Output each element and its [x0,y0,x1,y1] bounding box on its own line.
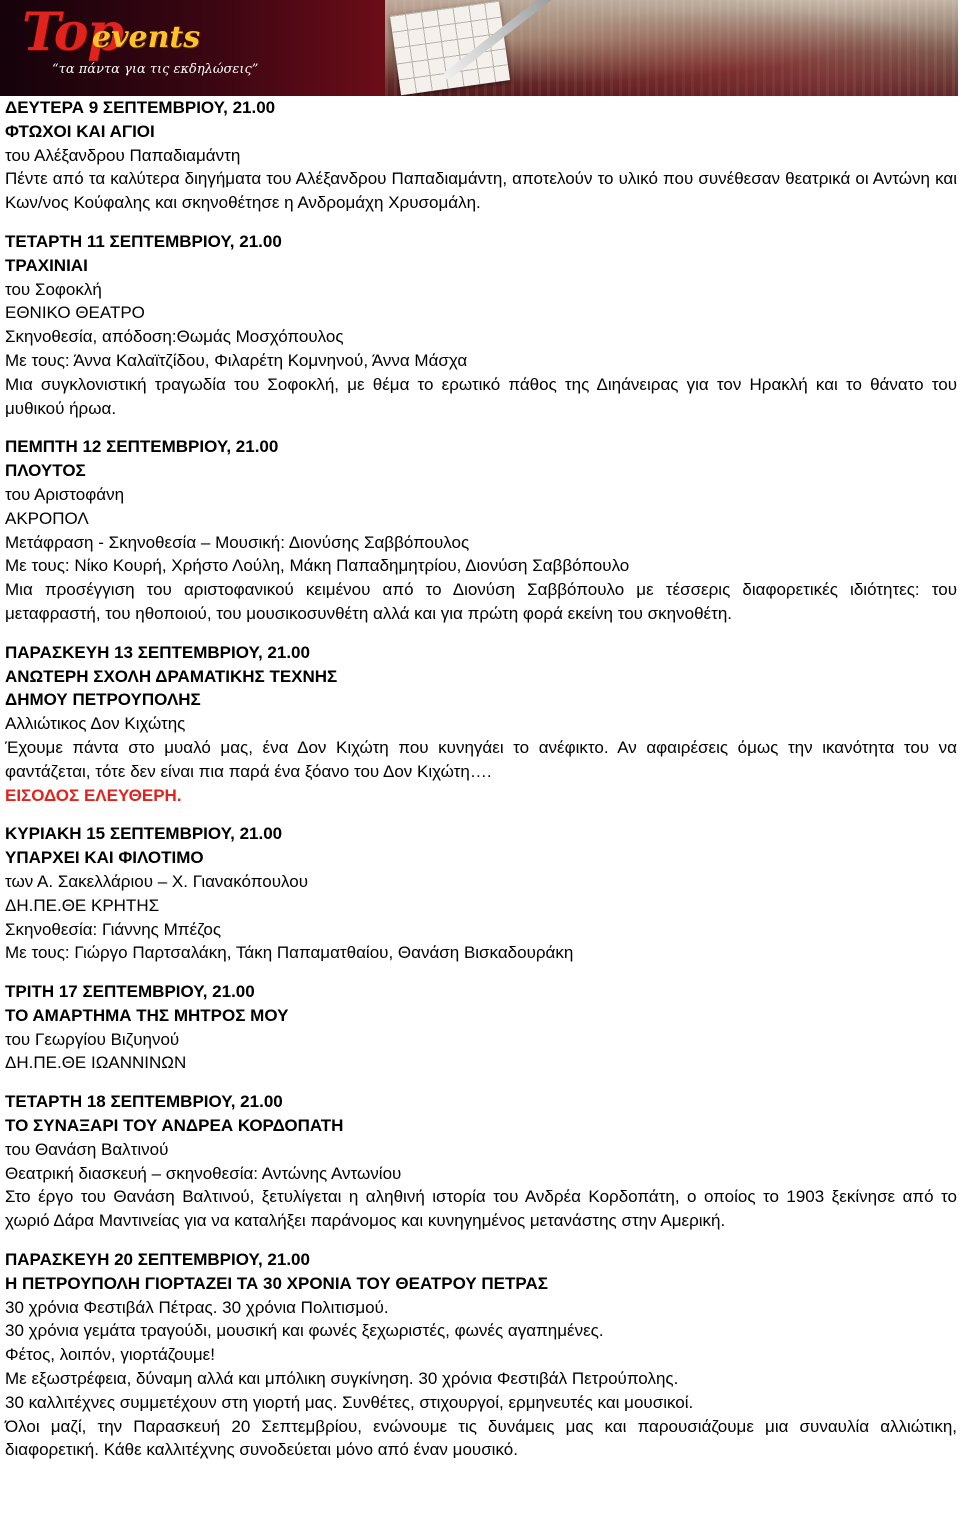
event-date: ΤΕΤΑΡΤΗ 18 ΣΕΠΤΕΜΒΡΙΟΥ, 21.00 [5,1092,283,1112]
event-text-line: Με εξωστρέφεια, δύναμη αλλά και μπόλικη συγκίνηση. 30 χρόνια Φεστιβάλ Πετρούπολης. [5,1369,679,1389]
event-direction: Σκηνοθεσία: Γιάννης Μπέζος [5,919,222,939]
event-date: ΠΑΡΑΣΚΕΥΗ 13 ΣΕΠΤΕΜΒΡΙΟΥ, 21.00 [5,642,310,662]
event-author: του Αλέξανδρου Παπαδιαμάντη [5,145,241,165]
event-description: Στο έργο του Θανάση Βαλτινού, ξετυλίγεται η αληθινή ιστορία του Ανδρέα Κορδοπάτη, ο οποίος το 1903 ξεκίνησε από το χωριό Δάρα Μαντινείας για να καταλήξει παράνομος και κυνηγημένος μετανάστης στην Αμερική. [5,1187,957,1231]
event-description: Μια συγκλονιστική τραγωδία του Σοφοκλή, με θέμα το ερωτικό πάθος της Διηάνειρας για τον Ηρακλή και το θάνατο του μυθικού ήρωα. [5,374,957,418]
event-date: ΤΡΙΤΗ 17 ΣΕΠΤΕΜΒΡΙΟΥ, 21.00 [5,982,255,1002]
event-cast: Με τους: Γιώργο Παρτσαλάκη, Τάκη Παπαματθαίου, Θανάση Βισκαδουράκη [5,943,574,963]
event-date: ΠΑΡΑΣΚΕΥΗ 20 ΣΕΠΤΕΜΒΡΙΟΥ, 21.00 [5,1250,310,1270]
event-text-line: 30 καλλιτέχνες συμμετέχουν στη γιορτή μας. Συνθέτες, στιχουργοί, ερμηνευτές και μουσικοί. [5,1392,694,1412]
event-direction: Μετάφραση - Σκηνοθεσία – Μουσική: Διονύσης Σαββόπουλος [5,532,470,552]
event-cast: Με τους: Νίκο Κουρή, Χρήστο Λούλη, Μάκη Παπαδημητρίου, Διονύση Σαββόπουλο [5,556,630,576]
events-list [5,96,957,1477]
event-title: ΤΟ ΑΜΑΡΤΗΜΑ ΤΗΣ ΜΗΤΡΟΣ ΜΟΥ [5,1005,289,1025]
event-title: ΤΡΑΧΙΝΙΑΙ [5,255,88,275]
event-play-name: Αλλιώτικος Δον Κιχώτης [5,714,186,734]
event-entry [5,435,957,625]
event-entry [5,230,957,420]
event-company: ΕΘΝΙΚΟ ΘΕΑΤΡΟ [5,303,145,323]
event-text-line: Φέτος, λοιπόν, γιορτάζουμε! [5,1345,215,1365]
event-author: του Θανάση Βαλτινού [5,1139,169,1159]
free-entry-note: ΕΙΣΟΔΟΣ ΕΛΕΥΘΕΡΗ. [5,785,182,805]
event-text-line: 30 χρόνια γεμάτα τραγούδι, μουσική και φωνές ξεχωριστές, φωνές αγαπημένες. [5,1321,604,1341]
event-date: ΔΕΥΤΕΡΑ 9 ΣΕΠΤΕΜΒΡΙΟΥ, 21.00 [5,98,276,117]
event-author: του Σοφοκλή [5,279,102,299]
event-entry [5,822,957,965]
event-company: ΔΗ.ΠΕ.ΘΕ ΙΩΑΝΝΙΝΩΝ [5,1053,187,1073]
event-date: ΠΕΜΠΤΗ 12 ΣΕΠΤΕΜΒΡΙΟΥ, 21.00 [5,437,279,457]
event-description: Έχουμε πάντα στο μυαλό μας, ένα Δον Κιχώτη που κυνηγάει το ανέφικτο. Αν αφαιρέσεις όμως την ικανότητα του να φαντάζεται, τότε δεν είναι πια παρά ένα ξόανο του Δον Κιχώτη…. [5,737,957,781]
event-title: ΦΤΩΧΟΙ ΚΑΙ ΑΓΙΟΙ [5,121,155,141]
event-company: ΔΗ.ΠΕ.ΘΕ ΚΡΗΤΗΣ [5,895,160,915]
event-title: Η ΠΕΤΡΟΥΠΟΛΗ ΓΙΟΡΤΑΖΕΙ ΤΑ 30 ΧΡΟΝΙΑ ΤΟΥ ΘΕΑΤΡΟΥ ΠΕΤΡΑΣ [5,1273,548,1293]
event-title-line-2: ΔΗΜΟΥ ΠΕΤΡΟΥΠΟΛΗΣ [5,690,201,710]
event-description: Μια προσέγγιση του αριστοφανικού κειμένου από το Διονύση Σαββόπουλο με τέσσερις διαφορετικές ιδιότητες: του μεταφραστή, του ηθοποιού, του μουσικοσυνθέτη αλλά και για πρώτη φορά εκείνη του σκηνοθέτη. [5,580,957,623]
event-date: ΚΥΡΙΑΚΗ 15 ΣΕΠΤΕΜΒΡΙΟΥ, 21.00 [5,824,283,844]
event-entry [5,980,957,1075]
event-company: ΑΚΡΟΠΟΛ [5,508,89,528]
event-author: του Αριστοφάνη [5,484,125,504]
event-description: Πέντε από τα καλύτερα διηγήματα του Αλέξανδρου Παπαδιαμάντη, αποτελούν το υλικό που συνέθεσαν θεατρικά οι Αντώνη και Κων/νος Κούφαλης και σκηνοθέτησε η Ανδρομάχη Χρυσομάλη. [5,169,957,213]
logo-events-text: events [92,20,201,55]
event-entry [5,1248,957,1462]
event-title: ΥΠΑΡΧΕΙ ΚΑΙ ΦΙΛΟΤΙΜΟ [5,848,204,868]
event-title: ΤΟ ΣΥΝΑΞΑΡΙ ΤΟΥ ΑΝΔΡΕΑ ΚΟΡΔΟΠΑΤΗ [5,1116,344,1136]
event-title: ΠΛΟΥΤΟΣ [5,461,86,481]
event-date: ΤΕΤΑΡΤΗ 11 ΣΕΠΤΕΜΒΡΙΟΥ, 21.00 [5,231,282,251]
logo-tagline: “τα πάντα για τις εκδηλώσεις” [52,62,259,77]
event-description: Όλοι μαζί, την Παρασκευή 20 Σεπτεμβρίου, ενώνουμε τις δυνάμεις μας και παρουσιάζουμε μια συναυλία αλλιώτικη, διαφορετική. Κάθε καλλιτέχνης συνοδεύεται μόνο από έναν μουσικό. [5,1416,957,1460]
header-banner [0,0,958,96]
event-text-line: 30 χρόνια Φεστιβάλ Πέτρας. 30 χρόνια Πολιτισμού. [5,1297,389,1317]
event-entry [5,1090,957,1233]
calendar-image [390,1,510,96]
event-direction: Θεατρική διασκευή – σκηνοθεσία: Αντώνης Αντωνίου [5,1163,402,1183]
event-title: ΑΝΩΤΕΡΗ ΣΧΟΛΗ ΔΡΑΜΑΤΙΚΗΣ ΤΕΧΝΗΣ [5,666,338,686]
logo-top-text: Top [22,2,123,63]
event-author: των Α. Σακελλάριου – Χ. Γιανακόπουλου [5,871,308,891]
event-cast: Με τους: Άννα Καλαϊτζίδου, Φιλαρέτη Κομνηνού, Άννα Μάσχα [5,350,468,370]
event-entry [5,641,957,808]
event-author: του Γεωργίου Βιζυηνού [5,1029,180,1049]
event-entry [5,96,957,215]
event-direction: Σκηνοθεσία, απόδοση:Θωμάς Μοσχόπουλος [5,327,344,347]
